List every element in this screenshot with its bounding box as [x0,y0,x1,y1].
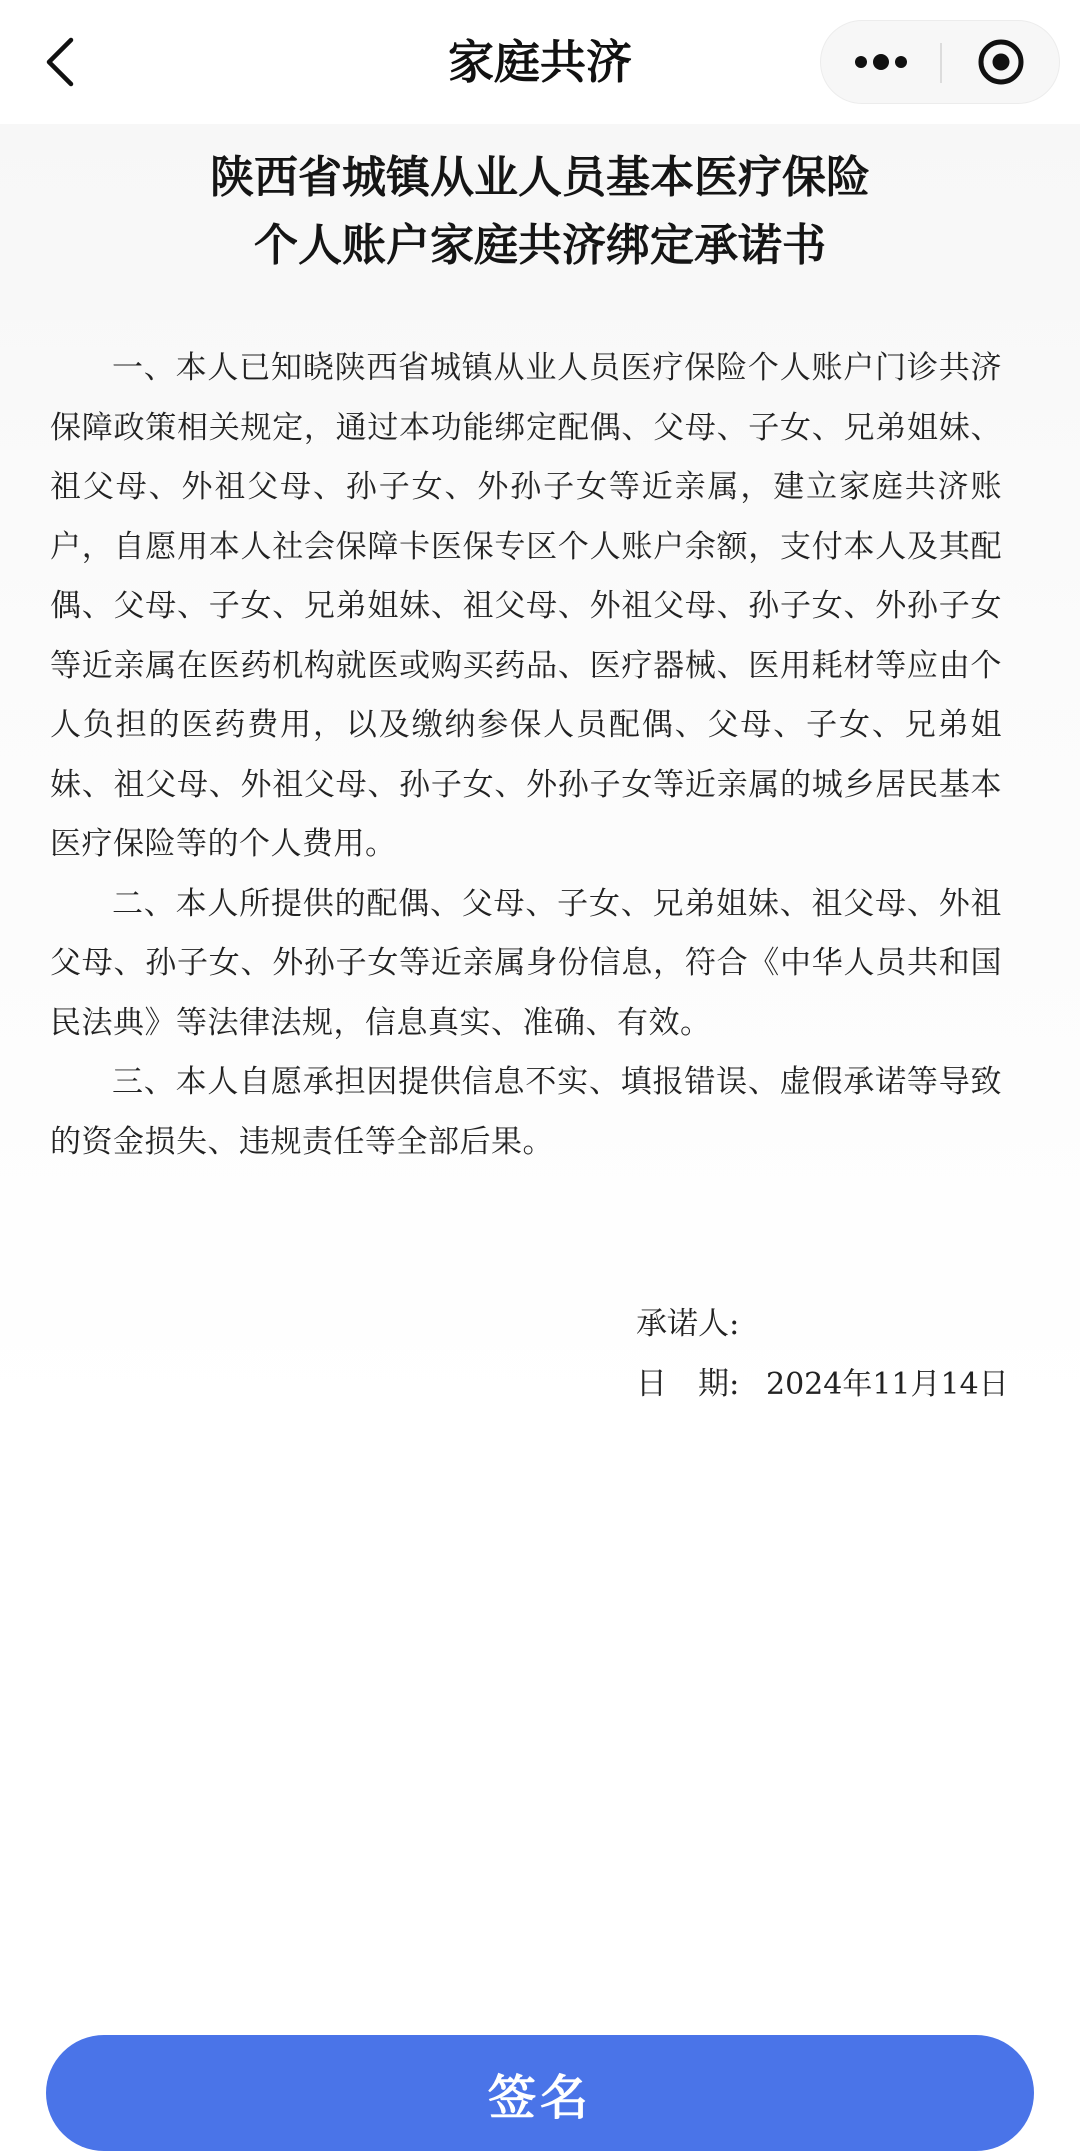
back-button[interactable] [30,26,92,98]
commitment-document [0,124,1080,1424]
document-title-line1: 陕西省城镇从业人员基本医疗保险 [210,152,870,203]
navigation-bar [0,0,1080,124]
clause-paragraph-3: 三、本人自愿承担因提供信息不实、填报错误、虚假承诺等导致的资金损失、违规责任等全部后果。 [50,1064,1002,1160]
more-dots-icon [853,52,909,72]
signature-block [636,1294,1009,1414]
more-button[interactable] [821,21,940,103]
date-value: 2024年11月14日 [766,1367,1009,1402]
signer-label: 承诺人: [636,1306,740,1342]
miniprogram-capsule [820,20,1060,104]
document-title-line2: 个人账户家庭共济绑定承诺书 [254,220,826,271]
date-row [636,1354,1009,1414]
target-circle-icon [976,37,1026,87]
document-body [50,339,1002,1172]
sign-button[interactable]: 签名 [46,2035,1034,2151]
clause-paragraph-2: 二、本人所提供的配偶、父母、子女、兄弟姐妹、祖父母、外祖父母、孙子女、外孙子女等近亲属身份信息，符合《中华人员共和国民法典》等法律法规，信息真实、准确、有效。 [50,885,1002,1041]
date-label: 日 期: [636,1366,740,1402]
page-title: 家庭共济 [448,35,632,89]
clause-paragraph-1: 一、本人已知晓陕西省城镇从业人员医疗保险个人账户门诊共济保障政策相关规定，通过本功能绑定配偶、父母、子女、兄弟姐妹、祖父母、外祖父母、孙子女、外孙子女等近亲属，建立家庭共济账户，自愿用本人社会保障卡医保专区个人账户余额，支付本人及其配偶、父母、子女、兄弟姐妹、祖父母、外祖父母、孙子女、外孙子女等近亲属在医药机构就医或购买药品、医疗器械、医用耗材等应由个人负担的医药费用，以及缴纳参保人员配偶、父母、子女、兄弟姐妹、祖父母、外祖父母、孙子女、外孙子女等近亲属的城乡居民基本医疗保险等的个人费用。 [50,350,1002,862]
chevron-left-icon [41,34,81,90]
signer-row [636,1294,1009,1354]
document-title [60,144,1020,280]
close-miniprogram-button[interactable] [942,21,1059,103]
